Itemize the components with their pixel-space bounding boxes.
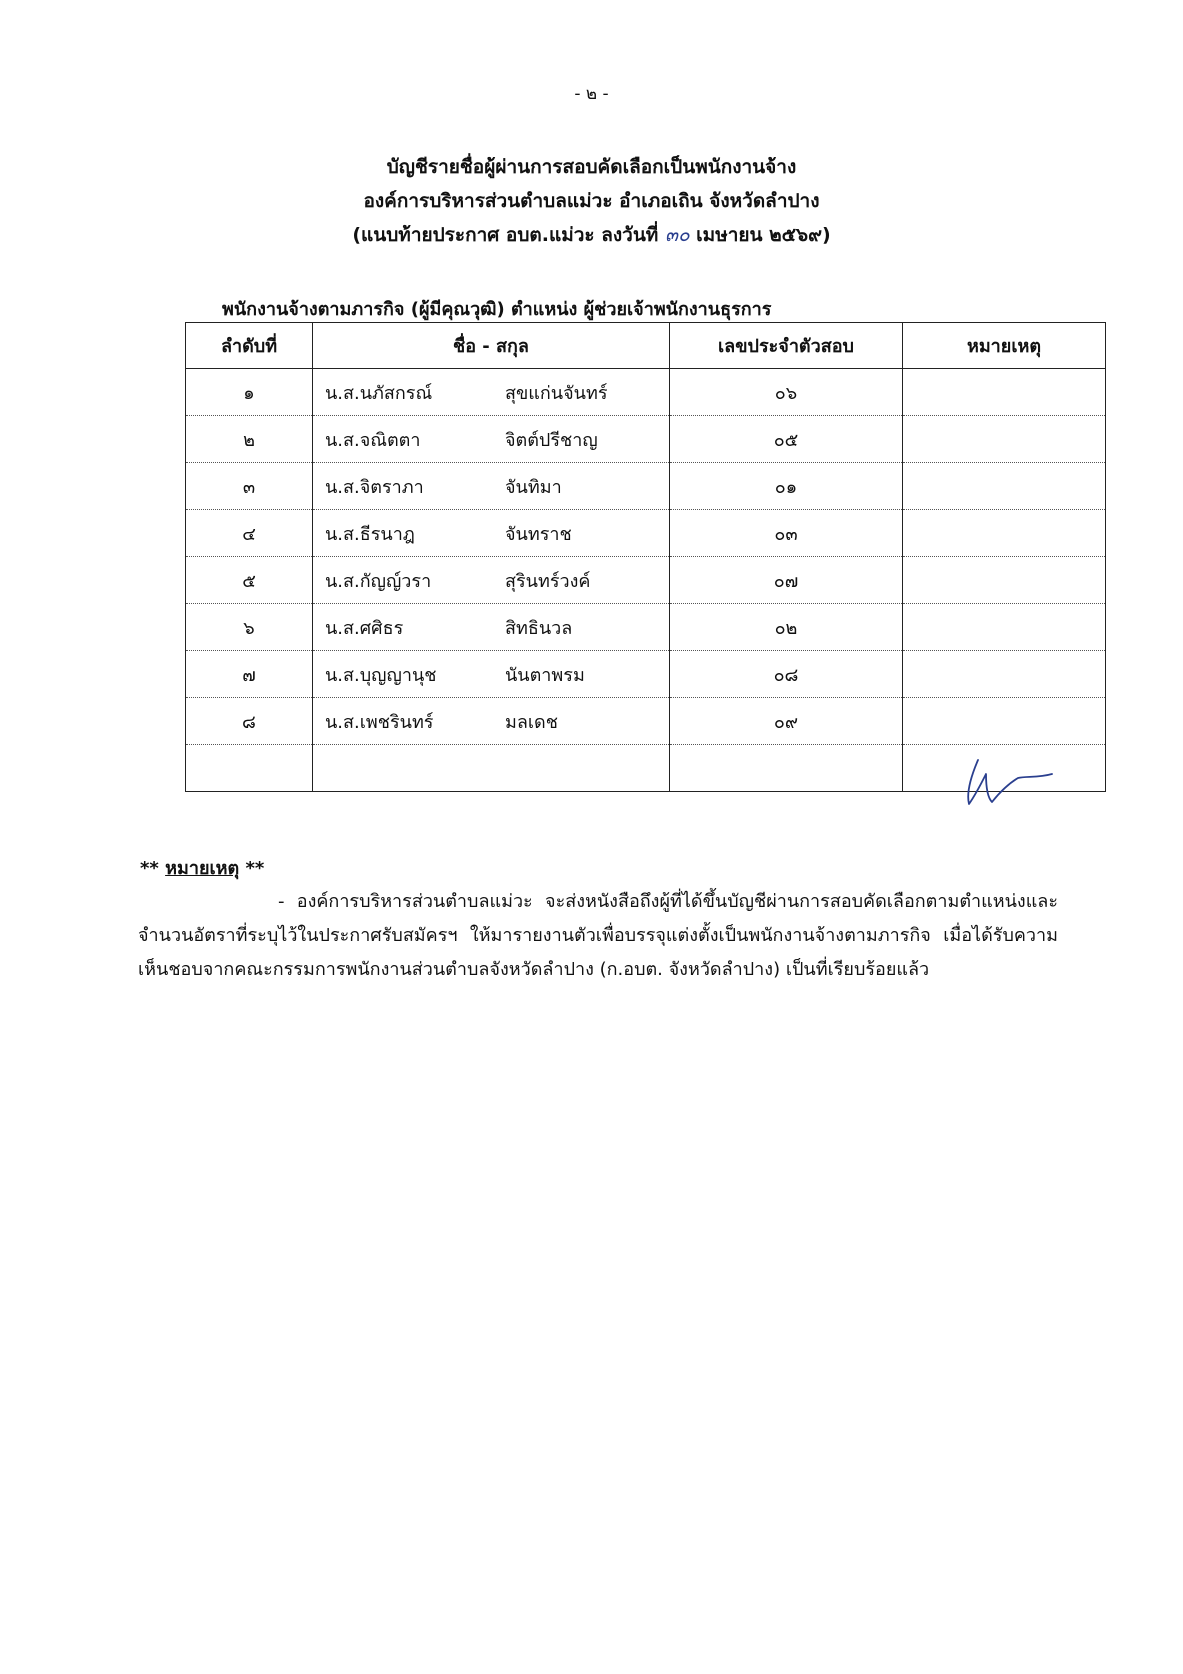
cell-name (313, 510, 670, 557)
position-title: พนักงานจ้างตามภารกิจ (ผู้มีคุณวุฒิ) ตำแหน่ง ผู้ช่วยเจ้าพนักงานธุรการ (222, 299, 772, 320)
cell-no: ๖ (186, 604, 313, 651)
header-title-line: บัญชีรายชื่อผู้ผ่านการสอบคัดเลือกเป็นพนักงานจ้าง (386, 156, 797, 178)
document-header (0, 150, 1183, 252)
cell-first-name: น.ส.กัญญ์วรา (325, 570, 432, 592)
cell-no: ๕ (186, 557, 313, 604)
cell-no: ๓ (186, 463, 313, 510)
cell-remark (903, 651, 1106, 698)
table-row (186, 698, 1106, 745)
cell-last-name: มลเดช (505, 711, 558, 733)
header-exam-id: เลขประจำตัวสอบ (670, 323, 903, 369)
table-row (186, 369, 1106, 416)
cell-exam-id: ๐๘ (670, 651, 903, 698)
cell-exam-id: ๐๑ (670, 463, 903, 510)
signature-mark (960, 752, 1060, 812)
cell-last-name: สุรินทร์วงค์ (505, 570, 591, 592)
table-row (186, 604, 1106, 651)
cell-no: ๔ (186, 510, 313, 557)
remark-heading-text: หมายเหตุ (165, 858, 240, 879)
cell-no: ๗ (186, 651, 313, 698)
cell-no: ๒ (186, 416, 313, 463)
cell-empty (186, 745, 313, 792)
cell-first-name: น.ส.ศศิธร (325, 617, 404, 639)
cell-last-name: จันทิมา (505, 476, 562, 498)
cell-remark (903, 416, 1106, 463)
cell-remark (903, 463, 1106, 510)
cell-exam-id: ๐๓ (670, 510, 903, 557)
cell-name (313, 369, 670, 416)
cell-last-name: สุขแก่นจันทร์ (505, 382, 608, 404)
cell-empty (670, 745, 903, 792)
header-name: ชื่อ - สกุล (313, 323, 670, 369)
page-number: - ๒ - (574, 84, 609, 104)
cell-exam-id: ๐๗ (670, 557, 903, 604)
table-row (186, 651, 1106, 698)
cell-remark (903, 510, 1106, 557)
cell-first-name: น.ส.เพชรินทร์ (325, 711, 434, 733)
cell-name (313, 416, 670, 463)
cell-exam-id: ๐๕ (670, 416, 903, 463)
header-org-line: องค์การบริหารส่วนตำบลแม่วะ อำเภอเถิน จังหวัดลำปาง (363, 190, 820, 212)
remark-body (138, 885, 1058, 987)
cell-last-name: นันตาพรม (505, 664, 585, 686)
cell-remark (903, 604, 1106, 651)
cell-name (313, 698, 670, 745)
cell-first-name: น.ส.จณิตตา (325, 429, 421, 451)
cell-empty (313, 745, 670, 792)
cell-remark (903, 369, 1106, 416)
cell-first-name: น.ส.นภัสกรณ์ (325, 382, 433, 404)
cell-exam-id: ๐๒ (670, 604, 903, 651)
cell-no: ๘ (186, 698, 313, 745)
cell-no: ๑ (186, 369, 313, 416)
cell-first-name: น.ส.จิตราภา (325, 476, 424, 498)
cell-remark (903, 698, 1106, 745)
cell-last-name: จิตต์ปรีชาญ (505, 429, 598, 451)
table-row (186, 510, 1106, 557)
cell-name (313, 604, 670, 651)
cell-first-name: น.ส.ธีรนาฎ (325, 523, 415, 545)
cell-exam-id: ๐๖ (670, 369, 903, 416)
header-remark: หมายเหตุ (903, 323, 1106, 369)
table-header-row (186, 323, 1106, 369)
cell-last-name: สิทธินวล (505, 617, 573, 639)
cell-first-name: น.ส.บุญญานุช (325, 664, 437, 686)
remark-body-text: - องค์การบริหารส่วนตำบลแม่วะ จะส่งหนังสือถึงผู้ที่ได้ขึ้นบัญชีผ่านการสอบคัดเลือกตามตำแหน่งและจำนวนอัตราที่ระบุไว้ในประกาศรับสมัครฯ ให้มารายงานตัวเพื่อบรรจุแต่งตั้งเป็นพนักงานจ้างตามภารกิจ เมื่อได้รับความเห็นชอบจากคณะกรรมการพนักงานส่วนตำบลจังหวัดลำปาง (ก.อบต. จังหวัดลำปาง) เป็นที่เรียบร้อยแล้ว (138, 891, 1058, 980)
remark-heading (140, 853, 264, 882)
candidate-table (185, 322, 1106, 792)
table-row (186, 416, 1106, 463)
header-date-prefix: (แนบท้ายประกาศ อบต.แม่วะ ลงวันที่ (352, 224, 659, 246)
remark-stars-right: ** (245, 858, 265, 879)
table-row (186, 557, 1106, 604)
table-row (186, 463, 1106, 510)
header-date-day: ๓๐ (664, 224, 690, 246)
cell-exam-id: ๐๙ (670, 698, 903, 745)
header-no: ลำดับที่ (186, 323, 313, 369)
cell-name (313, 651, 670, 698)
cell-last-name: จันทราช (505, 523, 572, 545)
cell-name (313, 557, 670, 604)
remark-stars-left: ** (140, 858, 159, 879)
cell-name (313, 463, 670, 510)
header-date-line (0, 218, 1183, 252)
cell-remark (903, 557, 1106, 604)
header-date-suffix: เมษายน ๒๕๖๙) (696, 224, 831, 246)
